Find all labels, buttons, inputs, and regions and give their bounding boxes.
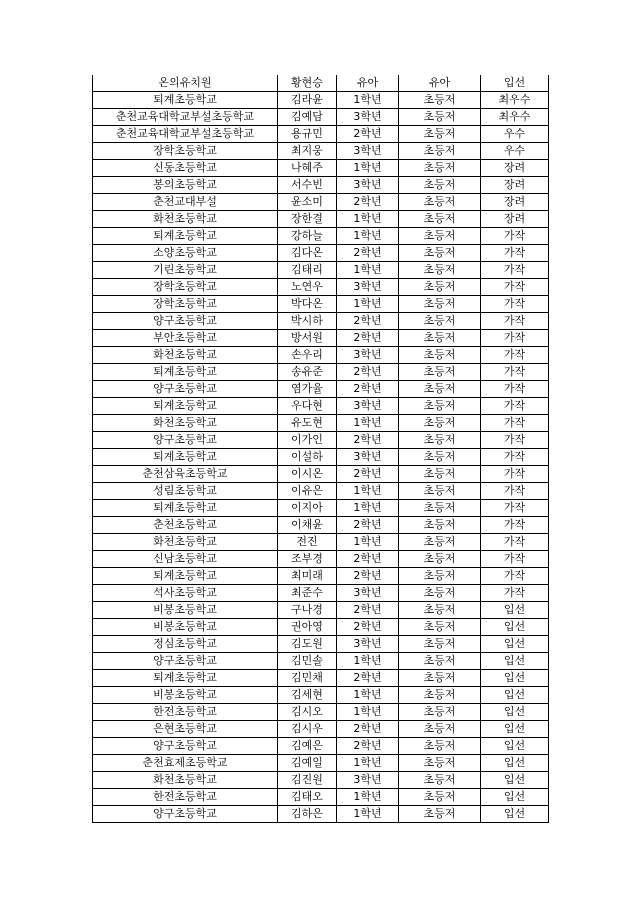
table-row bbox=[93, 143, 549, 160]
school-cell: 퇴계초등학교 bbox=[93, 398, 278, 415]
division-cell: 초등저 bbox=[399, 585, 481, 602]
division-cell: 초등저 bbox=[399, 245, 481, 262]
award-cell: 입선 bbox=[481, 738, 549, 755]
school-cell: 신남초등학교 bbox=[93, 551, 278, 568]
grade-cell: 1학년 bbox=[337, 483, 399, 500]
student-name-cell: 김도원 bbox=[278, 636, 337, 653]
grade-cell: 2학년 bbox=[337, 738, 399, 755]
school-cell: 양구초등학교 bbox=[93, 381, 278, 398]
student-name-cell: 구나경 bbox=[278, 602, 337, 619]
school-cell: 비봉초등학교 bbox=[93, 619, 278, 636]
division-cell: 초등저 bbox=[399, 619, 481, 636]
table-row bbox=[93, 738, 549, 755]
grade-cell: 2학년 bbox=[337, 245, 399, 262]
school-cell: 퇴계초등학교 bbox=[93, 568, 278, 585]
award-cell: 장려 bbox=[481, 177, 549, 194]
table-row bbox=[93, 160, 549, 177]
table-row bbox=[93, 721, 549, 738]
school-cell: 장학초등학교 bbox=[93, 143, 278, 160]
grade-cell: 3학년 bbox=[337, 347, 399, 364]
award-cell: 장려 bbox=[481, 160, 549, 177]
school-cell: 춘천교육대학교부설초등학교 bbox=[93, 109, 278, 126]
student-name-cell: 박다온 bbox=[278, 296, 337, 313]
table-row bbox=[93, 687, 549, 704]
award-cell: 입선 bbox=[481, 772, 549, 789]
school-cell: 화천초등학교 bbox=[93, 772, 278, 789]
table-row bbox=[93, 653, 549, 670]
division-cell: 초등저 bbox=[399, 670, 481, 687]
award-cell: 가작 bbox=[481, 449, 549, 466]
school-cell: 퇴계초등학교 bbox=[93, 670, 278, 687]
award-cell: 가작 bbox=[481, 466, 549, 483]
student-name-cell: 강하늘 bbox=[278, 228, 337, 245]
grade-cell: 3학년 bbox=[337, 143, 399, 160]
student-name-cell: 이시온 bbox=[278, 466, 337, 483]
school-cell: 봉의초등학교 bbox=[93, 177, 278, 194]
table-row bbox=[93, 585, 549, 602]
award-cell: 가작 bbox=[481, 262, 549, 279]
student-name-cell: 최준수 bbox=[278, 585, 337, 602]
school-cell: 춘천교대부설 bbox=[93, 194, 278, 211]
table-row bbox=[93, 245, 549, 262]
division-cell: 초등저 bbox=[399, 330, 481, 347]
table-row bbox=[93, 347, 549, 364]
school-cell: 화천초등학교 bbox=[93, 415, 278, 432]
student-name-cell: 이유은 bbox=[278, 483, 337, 500]
student-name-cell: 염가율 bbox=[278, 381, 337, 398]
award-cell: 가작 bbox=[481, 483, 549, 500]
school-cell: 화천초등학교 bbox=[93, 534, 278, 551]
division-cell: 초등저 bbox=[399, 398, 481, 415]
student-name-cell: 용규민 bbox=[278, 126, 337, 143]
award-cell: 가작 bbox=[481, 279, 549, 296]
award-cell: 장려 bbox=[481, 194, 549, 211]
award-cell: 가작 bbox=[481, 568, 549, 585]
student-name-cell: 조부경 bbox=[278, 551, 337, 568]
table-row bbox=[93, 75, 549, 92]
award-cell: 가작 bbox=[481, 364, 549, 381]
student-name-cell: 김민채 bbox=[278, 670, 337, 687]
student-name-cell: 장한결 bbox=[278, 211, 337, 228]
table-row bbox=[93, 534, 549, 551]
award-cell: 입선 bbox=[481, 619, 549, 636]
division-cell: 초등저 bbox=[399, 262, 481, 279]
grade-cell: 1학년 bbox=[337, 415, 399, 432]
school-cell: 화천초등학교 bbox=[93, 211, 278, 228]
grade-cell: 2학년 bbox=[337, 602, 399, 619]
award-cell: 가작 bbox=[481, 347, 549, 364]
student-name-cell: 김라윤 bbox=[278, 92, 337, 109]
award-cell: 최우수 bbox=[481, 92, 549, 109]
grade-cell: 1학년 bbox=[337, 789, 399, 806]
table-row bbox=[93, 228, 549, 245]
school-cell: 비봉초등학교 bbox=[93, 602, 278, 619]
student-name-cell: 박시하 bbox=[278, 313, 337, 330]
grade-cell: 2학년 bbox=[337, 330, 399, 347]
student-name-cell: 권아영 bbox=[278, 619, 337, 636]
division-cell: 초등저 bbox=[399, 602, 481, 619]
division-cell: 초등저 bbox=[399, 653, 481, 670]
division-cell: 초등저 bbox=[399, 211, 481, 228]
student-name-cell: 서수빈 bbox=[278, 177, 337, 194]
table-row bbox=[93, 381, 549, 398]
table-row bbox=[93, 466, 549, 483]
grade-cell: 2학년 bbox=[337, 126, 399, 143]
school-cell: 양구초등학교 bbox=[93, 738, 278, 755]
award-cell: 입선 bbox=[481, 704, 549, 721]
school-cell: 퇴계초등학교 bbox=[93, 92, 278, 109]
table-row bbox=[93, 279, 549, 296]
award-cell: 가작 bbox=[481, 313, 549, 330]
school-cell: 장학초등학교 bbox=[93, 279, 278, 296]
table-row bbox=[93, 296, 549, 313]
grade-cell: 2학년 bbox=[337, 619, 399, 636]
student-name-cell: 최미래 bbox=[278, 568, 337, 585]
division-cell: 초등저 bbox=[399, 415, 481, 432]
grade-cell: 2학년 bbox=[337, 381, 399, 398]
award-cell: 우수 bbox=[481, 126, 549, 143]
division-cell: 초등저 bbox=[399, 568, 481, 585]
division-cell: 초등저 bbox=[399, 432, 481, 449]
division-cell: 초등저 bbox=[399, 381, 481, 398]
table-row bbox=[93, 568, 549, 585]
table-row bbox=[93, 415, 549, 432]
student-name-cell: 이가인 bbox=[278, 432, 337, 449]
student-name-cell: 김세현 bbox=[278, 687, 337, 704]
table-row bbox=[93, 364, 549, 381]
table-body bbox=[93, 75, 549, 823]
school-cell: 한전초등학교 bbox=[93, 704, 278, 721]
table-row bbox=[93, 619, 549, 636]
table-row bbox=[93, 330, 549, 347]
grade-cell: 3학년 bbox=[337, 279, 399, 296]
student-name-cell: 유도현 bbox=[278, 415, 337, 432]
grade-cell: 2학년 bbox=[337, 194, 399, 211]
student-name-cell: 손우리 bbox=[278, 347, 337, 364]
division-cell: 초등저 bbox=[399, 228, 481, 245]
school-cell: 한전초등학교 bbox=[93, 789, 278, 806]
grade-cell: 3학년 bbox=[337, 398, 399, 415]
table-row bbox=[93, 109, 549, 126]
grade-cell: 3학년 bbox=[337, 772, 399, 789]
award-cell: 장려 bbox=[481, 211, 549, 228]
division-cell: 초등저 bbox=[399, 500, 481, 517]
award-cell: 입선 bbox=[481, 755, 549, 772]
grade-cell: 1학년 bbox=[337, 500, 399, 517]
table-row bbox=[93, 772, 549, 789]
school-cell: 퇴계초등학교 bbox=[93, 228, 278, 245]
division-cell: 초등저 bbox=[399, 194, 481, 211]
award-cell: 입선 bbox=[481, 75, 549, 92]
student-name-cell: 윤소미 bbox=[278, 194, 337, 211]
table-row bbox=[93, 551, 549, 568]
table-row bbox=[93, 126, 549, 143]
school-cell: 퇴계초등학교 bbox=[93, 449, 278, 466]
school-cell: 온의유치원 bbox=[93, 75, 278, 92]
grade-cell: 1학년 bbox=[337, 211, 399, 228]
table-row bbox=[93, 517, 549, 534]
student-name-cell: 김예은 bbox=[278, 738, 337, 755]
school-cell: 춘천효제초등학교 bbox=[93, 755, 278, 772]
award-cell: 입선 bbox=[481, 670, 549, 687]
division-cell: 초등저 bbox=[399, 160, 481, 177]
award-cell: 입선 bbox=[481, 636, 549, 653]
student-name-cell: 나혜주 bbox=[278, 160, 337, 177]
division-cell: 초등저 bbox=[399, 466, 481, 483]
student-name-cell: 김시우 bbox=[278, 721, 337, 738]
grade-cell: 3학년 bbox=[337, 636, 399, 653]
student-name-cell: 김민솔 bbox=[278, 653, 337, 670]
grade-cell: 2학년 bbox=[337, 432, 399, 449]
school-cell: 양구초등학교 bbox=[93, 313, 278, 330]
table-row bbox=[93, 500, 549, 517]
division-cell: 초등저 bbox=[399, 126, 481, 143]
grade-cell: 1학년 bbox=[337, 704, 399, 721]
grade-cell: 2학년 bbox=[337, 466, 399, 483]
student-name-cell: 이지아 bbox=[278, 500, 337, 517]
award-cell: 가작 bbox=[481, 330, 549, 347]
table-row bbox=[93, 806, 549, 823]
student-name-cell: 김다온 bbox=[278, 245, 337, 262]
award-results-table bbox=[92, 75, 549, 823]
award-cell: 입선 bbox=[481, 602, 549, 619]
table-row bbox=[93, 483, 549, 500]
student-name-cell: 김하은 bbox=[278, 806, 337, 823]
table-row bbox=[93, 313, 549, 330]
division-cell: 초등저 bbox=[399, 636, 481, 653]
student-name-cell: 송유준 bbox=[278, 364, 337, 381]
grade-cell: 2학년 bbox=[337, 517, 399, 534]
division-cell: 초등저 bbox=[399, 449, 481, 466]
award-cell: 가작 bbox=[481, 415, 549, 432]
division-cell: 초등저 bbox=[399, 534, 481, 551]
award-cell: 가작 bbox=[481, 551, 549, 568]
student-name-cell: 김예일 bbox=[278, 755, 337, 772]
grade-cell: 3학년 bbox=[337, 177, 399, 194]
student-name-cell: 황현승 bbox=[278, 75, 337, 92]
division-cell: 초등저 bbox=[399, 772, 481, 789]
grade-cell: 유아 bbox=[337, 75, 399, 92]
school-cell: 양구초등학교 bbox=[93, 806, 278, 823]
award-cell: 가작 bbox=[481, 228, 549, 245]
grade-cell: 2학년 bbox=[337, 721, 399, 738]
grade-cell: 1학년 bbox=[337, 296, 399, 313]
award-cell: 가작 bbox=[481, 534, 549, 551]
award-cell: 가작 bbox=[481, 398, 549, 415]
grade-cell: 3학년 bbox=[337, 449, 399, 466]
table-row bbox=[93, 789, 549, 806]
division-cell: 초등저 bbox=[399, 483, 481, 500]
award-cell: 가작 bbox=[481, 585, 549, 602]
table-row bbox=[93, 398, 549, 415]
division-cell: 초등저 bbox=[399, 738, 481, 755]
table-row bbox=[93, 211, 549, 228]
school-cell: 양구초등학교 bbox=[93, 432, 278, 449]
table-row bbox=[93, 92, 549, 109]
student-name-cell: 김태오 bbox=[278, 789, 337, 806]
award-cell: 가작 bbox=[481, 296, 549, 313]
grade-cell: 1학년 bbox=[337, 687, 399, 704]
division-cell: 초등저 bbox=[399, 721, 481, 738]
grade-cell: 2학년 bbox=[337, 364, 399, 381]
grade-cell: 1학년 bbox=[337, 262, 399, 279]
school-cell: 장학초등학교 bbox=[93, 296, 278, 313]
division-cell: 초등저 bbox=[399, 143, 481, 160]
student-name-cell: 우다현 bbox=[278, 398, 337, 415]
award-cell: 입선 bbox=[481, 806, 549, 823]
student-name-cell: 노연우 bbox=[278, 279, 337, 296]
table-row bbox=[93, 262, 549, 279]
school-cell: 석사초등학교 bbox=[93, 585, 278, 602]
school-cell: 춘천삼육초등학교 bbox=[93, 466, 278, 483]
award-cell: 입선 bbox=[481, 789, 549, 806]
division-cell: 초등저 bbox=[399, 177, 481, 194]
grade-cell: 1학년 bbox=[337, 92, 399, 109]
table-row bbox=[93, 602, 549, 619]
school-cell: 신동초등학교 bbox=[93, 160, 278, 177]
school-cell: 소양초등학교 bbox=[93, 245, 278, 262]
division-cell: 유아 bbox=[399, 75, 481, 92]
school-cell: 퇴계초등학교 bbox=[93, 364, 278, 381]
student-name-cell: 김시오 bbox=[278, 704, 337, 721]
table-row bbox=[93, 177, 549, 194]
grade-cell: 2학년 bbox=[337, 568, 399, 585]
student-name-cell: 이설하 bbox=[278, 449, 337, 466]
award-cell: 최우수 bbox=[481, 109, 549, 126]
grade-cell: 1학년 bbox=[337, 160, 399, 177]
student-name-cell: 방서원 bbox=[278, 330, 337, 347]
school-cell: 양구초등학교 bbox=[93, 653, 278, 670]
award-cell: 입선 bbox=[481, 721, 549, 738]
award-cell: 입선 bbox=[481, 653, 549, 670]
grade-cell: 1학년 bbox=[337, 755, 399, 772]
division-cell: 초등저 bbox=[399, 517, 481, 534]
school-cell: 춘천교육대학교부설초등학교 bbox=[93, 126, 278, 143]
division-cell: 초등저 bbox=[399, 347, 481, 364]
grade-cell: 1학년 bbox=[337, 228, 399, 245]
student-name-cell: 김진원 bbox=[278, 772, 337, 789]
division-cell: 초등저 bbox=[399, 296, 481, 313]
division-cell: 초등저 bbox=[399, 551, 481, 568]
student-name-cell: 김태리 bbox=[278, 262, 337, 279]
grade-cell: 2학년 bbox=[337, 670, 399, 687]
award-cell: 가작 bbox=[481, 432, 549, 449]
grade-cell: 3학년 bbox=[337, 109, 399, 126]
division-cell: 초등저 bbox=[399, 109, 481, 126]
grade-cell: 1학년 bbox=[337, 806, 399, 823]
table-row bbox=[93, 449, 549, 466]
award-cell: 가작 bbox=[481, 500, 549, 517]
award-cell: 가작 bbox=[481, 517, 549, 534]
division-cell: 초등저 bbox=[399, 789, 481, 806]
table-row bbox=[93, 194, 549, 211]
school-cell: 기린초등학교 bbox=[93, 262, 278, 279]
division-cell: 초등저 bbox=[399, 313, 481, 330]
table-row bbox=[93, 755, 549, 772]
award-cell: 입선 bbox=[481, 687, 549, 704]
award-cell: 가작 bbox=[481, 245, 549, 262]
grade-cell: 1학년 bbox=[337, 534, 399, 551]
grade-cell: 1학년 bbox=[337, 653, 399, 670]
school-cell: 성림초등학교 bbox=[93, 483, 278, 500]
division-cell: 초등저 bbox=[399, 704, 481, 721]
school-cell: 부안초등학교 bbox=[93, 330, 278, 347]
school-cell: 비봉초등학교 bbox=[93, 687, 278, 704]
table-row bbox=[93, 704, 549, 721]
school-cell: 춘천초등학교 bbox=[93, 517, 278, 534]
school-cell: 퇴계초등학교 bbox=[93, 500, 278, 517]
table-row bbox=[93, 670, 549, 687]
grade-cell: 2학년 bbox=[337, 313, 399, 330]
school-cell: 은현초등학교 bbox=[93, 721, 278, 738]
division-cell: 초등저 bbox=[399, 92, 481, 109]
student-name-cell: 최지웅 bbox=[278, 143, 337, 160]
table-row bbox=[93, 432, 549, 449]
grade-cell: 3학년 bbox=[337, 585, 399, 602]
award-cell: 우수 bbox=[481, 143, 549, 160]
table-row bbox=[93, 636, 549, 653]
student-name-cell: 이채윤 bbox=[278, 517, 337, 534]
award-cell: 가작 bbox=[481, 381, 549, 398]
school-cell: 정심초등학교 bbox=[93, 636, 278, 653]
division-cell: 초등저 bbox=[399, 687, 481, 704]
student-name-cell: 전진 bbox=[278, 534, 337, 551]
grade-cell: 2학년 bbox=[337, 551, 399, 568]
division-cell: 초등저 bbox=[399, 279, 481, 296]
division-cell: 초등저 bbox=[399, 364, 481, 381]
division-cell: 초등저 bbox=[399, 755, 481, 772]
division-cell: 초등저 bbox=[399, 806, 481, 823]
school-cell: 화천초등학교 bbox=[93, 347, 278, 364]
student-name-cell: 김예담 bbox=[278, 109, 337, 126]
